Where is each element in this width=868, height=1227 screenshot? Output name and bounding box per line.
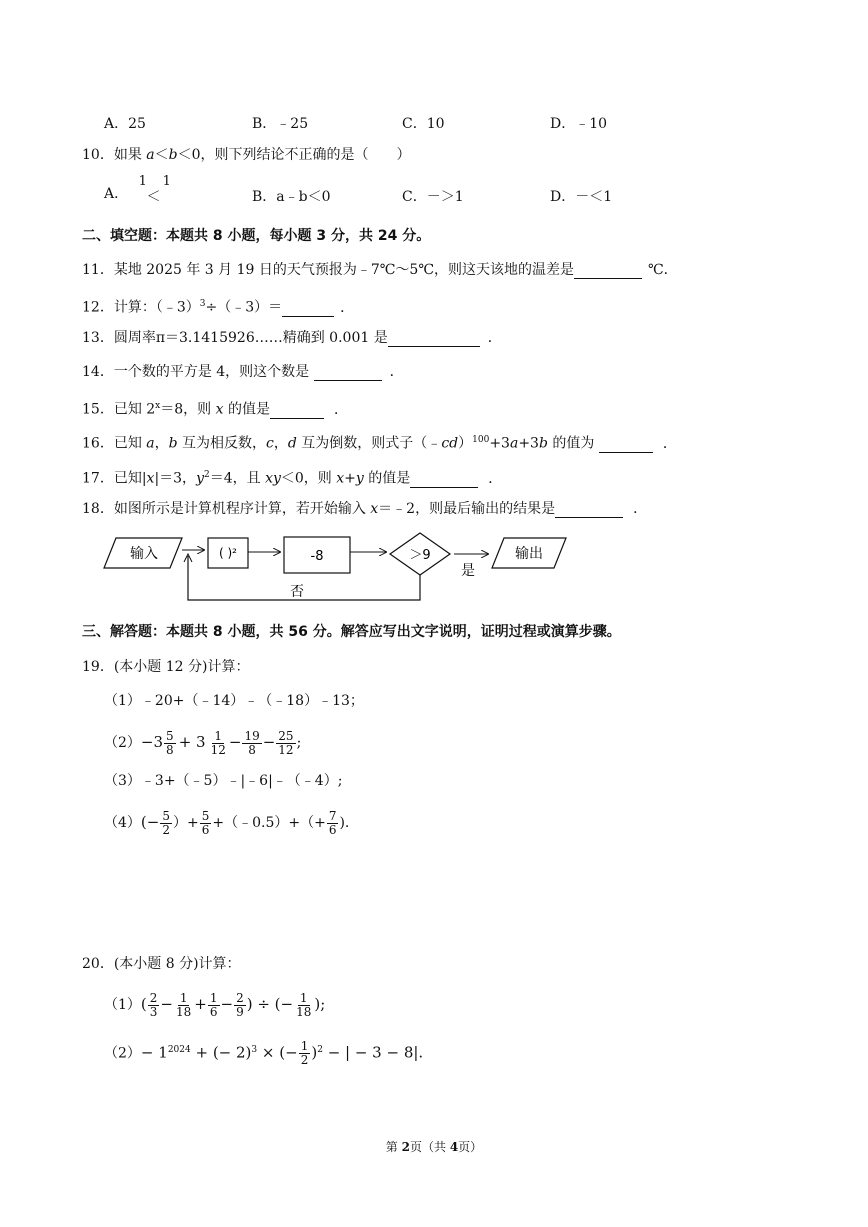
question-14: 14．一个数的平方是 4，则这个数是 ． (82, 364, 404, 380)
answer-blank[interactable] (388, 332, 480, 347)
answer-blank[interactable] (599, 438, 653, 453)
answer-blank[interactable] (555, 503, 623, 518)
q19-part-4: （4）(− $\frac{5}{2}$ ）+ $\frac{5}{6}$ +（﹣0.5）+（+ $\frac{7}{6}$ ). (104, 808, 350, 837)
question-20: 20．(本小题 8 分)计算： (82, 956, 241, 972)
compare-label: ＞9 (409, 548, 431, 563)
q10-option-c: C．－＞1 (402, 189, 464, 205)
q19-part-3: （3）﹣3+（﹣5）﹣|﹣6|﹣（﹣4）; (104, 773, 343, 789)
q19-part-1: （1）﹣20+（﹣14）﹣（﹣18）﹣13； (104, 693, 364, 709)
q20-part-2: $(2)- 1^{2024}$ + (− 2)$^3$ × (− $\frac{1}{2}$ )$^2$ − | − 3 − 8|. (104, 1039, 424, 1068)
question-11: 11．某地 2025 年 3 月 19 日的天气预报为﹣7℃～5℃，则这天该地的温差是 ℃． (82, 262, 678, 278)
q9-option-c: C．10 (402, 116, 445, 132)
q9-option-d: D．﹣10 (550, 116, 608, 132)
output-label: 输出 (515, 546, 543, 562)
section-heading-solve: 三、解答题：本题共 8 小题，共 56 分。解答应写出文字说明，证明过程或演算步骤。 (82, 624, 621, 640)
subtract-label: -8 (310, 549, 324, 564)
square-label: ( )² (219, 546, 237, 560)
question-13: 13．圆周率π＝3.1415926……精确到 0.001 是 ． (82, 330, 502, 346)
answer-blank[interactable] (270, 404, 324, 419)
q10-option-b: B．a﹣b＜0 (252, 189, 331, 205)
question-19: 19．(本小题 12 分)计算： (82, 659, 250, 675)
yes-label: 是 (461, 563, 475, 579)
q19-part-2: （2）−3 $\frac{5}{8}$ + 3 $\frac{1}{12}$ − $\frac{19}{8}$ − $\frac{25}{12}$ ; (104, 728, 302, 757)
answer-blank[interactable] (314, 366, 382, 381)
program-flowchart (100, 530, 570, 606)
input-label: 输入 (130, 546, 158, 562)
page-footer: 第 2页（共 4页） (385, 1140, 483, 1154)
question-17: 17．已知|x|＝3，$y^2=4$，且 xy＜0，则 x+y 的值是 ． (82, 470, 503, 487)
q9-option-b: B．﹣25 (252, 116, 309, 132)
section-heading-fill-in: 二、填空题：本题共 8 小题，每小题 3 分，共 24 分。 (82, 228, 431, 244)
question-15: 15．已知 $2^x=8$，则 x 的值是 ． (82, 401, 348, 418)
answer-blank[interactable] (410, 473, 478, 488)
q10-option-d: D．－＜1 (550, 189, 613, 205)
answer-blank[interactable] (574, 264, 642, 279)
q20-part-1: （1）( $\frac{2}{3}$ − $\frac{1}{18}$ + $\frac{1}{6}$ − $\frac{2}{9}$ ) ÷ (− $\frac{1}{18}$ ); (104, 990, 326, 1019)
question-10: 10．如果 a＜b＜0，则下列结论不正确的是（ ） (82, 147, 411, 163)
question-16: 16．已知 a，b 互为相反数，c，d 互为倒数，则式子（﹣cd）$^{100}$+3a+3b 的值为 ． (82, 435, 677, 452)
loop-back-line (188, 556, 420, 600)
q10-option-a: A． 1 ＜ 1 (104, 174, 171, 205)
question-18: 18．如图所示是计算机程序计算，若开始输入 x＝﹣2，则最后输出的结果是 ． (82, 501, 648, 517)
answer-blank[interactable] (282, 302, 334, 317)
q9-option-a: A．25 (104, 116, 146, 132)
question-12: 12．计算：（﹣3）$^3$÷（﹣3）＝ ． (82, 299, 355, 316)
no-label: 否 (290, 584, 304, 600)
